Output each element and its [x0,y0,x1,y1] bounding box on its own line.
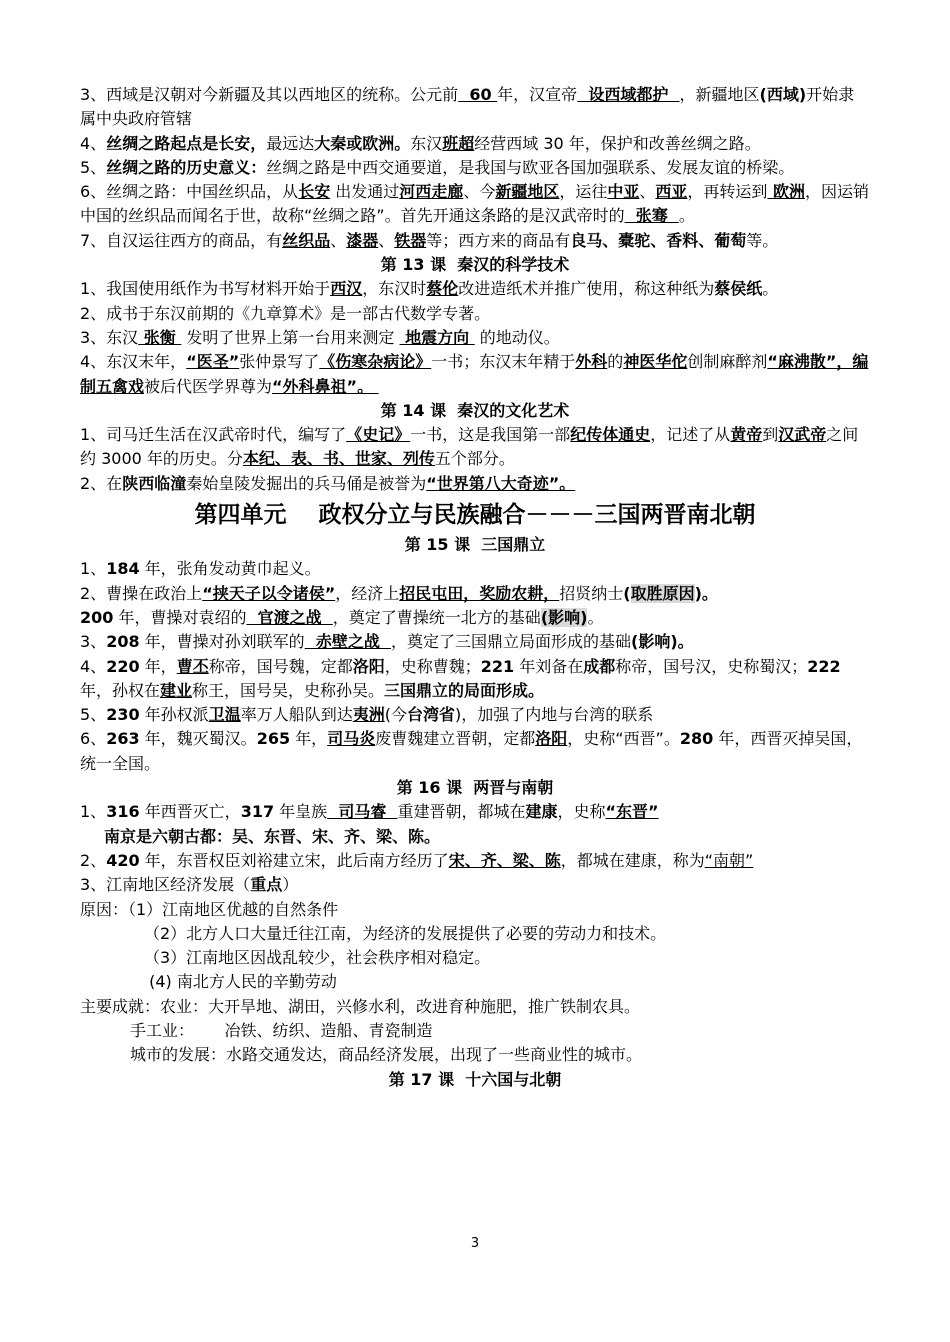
text-run: 改进造纸术并推广使用，称这种纸为 [458,279,715,299]
text-line [80,946,870,970]
text-run: 出发通过 [330,182,400,202]
text-line [80,582,870,606]
text-run: 317 [240,802,275,822]
text-run: 黄帝 [730,425,763,445]
lesson-heading [80,1068,870,1092]
text-run: ，史称“西晋”。 [567,729,680,749]
text-run: 张仲景写了 [239,352,320,372]
text-line [80,350,870,399]
text-run: 重建晋朝，都城在 [397,802,526,822]
text-run: 中亚 [607,182,640,202]
text-run: 1、 [80,802,107,822]
text-run: 年，曹操对孙刘联军的 [139,632,305,652]
text-run: 年， [290,729,328,749]
text-run: ，都城在建康，称为 [560,850,705,870]
text-run: 率万人船队到达 [240,705,353,725]
text-line [80,873,870,897]
text-line [80,423,870,472]
text-run: 最远达 [266,133,315,153]
text-run: 年，张角发动黄巾起义。 [139,559,321,579]
text-run: 纪传体通史 [570,425,651,445]
text-run: 成都 [583,656,616,676]
text-line [80,898,870,922]
text-run: (4) 南北方人民的辛勤劳动 [144,972,337,992]
text-line [80,180,870,229]
text-run: 蔡侯纸 [714,279,763,299]
text-run: 2、成书于东汉前期的《九章算术》是一部古代数学专著。 [80,303,491,323]
text-run: ，因运销中国的丝织品而闻名于世，故称“丝绸之路”。首先开通这条路的是汉武帝时的 [80,182,870,226]
page-number: 3 [470,1236,480,1251]
text-run: ，奠定了三国鼎立局面形成的基础 [390,632,631,652]
text-run: 184 [106,559,140,579]
document-page [80,83,870,1092]
text-run: 3、西域是汉朝对今新疆及其以西地区的统称。公元前 [80,85,459,104]
text-run: 招贤纳士 [559,583,624,603]
text-run: 222 [807,656,841,676]
text-run: “外科鼻祖”。 [272,376,379,396]
text-run: ，记述了从 [650,425,731,445]
text-run: 南京是六朝古都：吴、东晋、宋、齐、梁、陈。 [104,826,441,846]
text-run: ，东汉时 [362,279,427,299]
text-run: 本纪、表、书、世家、列传 [242,449,435,469]
text-run: 张衡 [138,327,182,347]
text-run: 3、江南地区经济发展（ [80,875,251,895]
text-run: ，史称曹魏； [384,656,481,676]
text-run: 208 [106,632,140,652]
text-line [80,800,870,824]
text-run: 主要成就：农业：大开旱地、湖田，兴修水利，改进育种施肥，推广铁制农具。 [80,996,641,1016]
text-run: 大秦或欧洲。 [314,133,411,153]
text-run: 卫温 [208,705,241,725]
text-run: 1、司马迁生活在汉武帝时代，编写了 [80,425,347,445]
text-run: )。 [694,583,718,603]
text-run: 三国鼎立的局面形成。 [384,680,545,700]
unit-heading [80,498,870,532]
text-run: 1、我国使用纸作为书写材料开始于 [80,279,331,299]
text-run: 年，东晋权臣刘裕建立宋，此后南方经历了 [139,850,449,870]
text-run: 之间约 3000 年的历史。分 [80,425,859,469]
text-run: 称帝，国号魏，定都 [208,656,353,676]
text-run: 城市的发展：水路交通发达，商品经济发展，出现了一些商业性的城市。 [130,1045,643,1065]
text-run: 年， [139,656,177,676]
text-run: 316 [106,802,140,822]
text-line [80,825,870,849]
text-run: 原因：（1）江南地区优越的自然条件 [80,899,339,919]
text-run: 西亚 [655,182,688,202]
text-run: 蔡伦 [426,279,459,299]
text-run: 。 [678,206,695,226]
text-run: 建业 [160,680,193,700]
text-run: 张骞 [624,206,679,226]
text-run: 夷洲 [352,705,385,725]
lesson-heading [80,533,870,557]
text-run: 4、 [80,656,107,676]
text-run: 取胜原因 [630,583,695,603]
text-line [80,1019,870,1043]
text-line [80,302,870,326]
text-run: (今 [384,705,407,725]
text-run: 赤壁之战 [304,632,391,652]
text-run: （2）北方人口大量迁往江南，为经济的发展提供了必要的劳动力和技术。 [144,923,667,943]
text-line [80,326,870,350]
lesson-heading [80,399,870,423]
text-run: 司马睿 [327,802,398,822]
text-run: 第 13 课 秦汉的科学技术 [380,255,570,275]
text-run: 设西域都护 [577,85,680,104]
text-line [80,630,870,654]
text-run: 班超 [442,133,475,153]
text-run: 年，汉宣帝 [497,85,578,104]
text-line [80,922,870,946]
text-run: “南朝” [704,850,754,870]
text-line [80,849,870,873]
text-run: 丝织品 [282,230,331,250]
text-run: 神医华佗 [623,352,688,372]
text-line [80,557,870,581]
text-run: 年皇族 [274,802,328,822]
text-run: 230 [106,705,140,725]
text-line [80,277,870,301]
text-run: 5、 [80,157,107,177]
text-line [80,703,870,727]
text-run: 建康 [525,802,558,822]
text-run: 263 [106,729,140,749]
text-run: 第 14 课 秦汉的文化艺术 [380,400,570,420]
text-run: 6、 [80,729,107,749]
text-run: 的 [607,352,624,372]
text-run: 一书；东汉末年精于 [431,352,576,372]
text-run: 洛阳 [352,656,385,676]
text-line [80,229,870,253]
text-run: ，史称 [557,802,606,822]
lesson-heading [80,776,870,800]
text-run: 招民屯田，奖励农耕， [399,583,560,603]
text-line [80,472,870,496]
text-run: 官渡之战 [246,607,333,627]
text-run: “医圣” [186,352,240,372]
text-run: 第四单元 政权分立与民族融合－－－三国两晋南北朝 [194,502,756,529]
text-run: 一书，这是我国第一部 [410,425,571,445]
text-run: 长安 [298,182,331,202]
text-run: 7、自汉运往西方的商品，有 [80,230,283,250]
text-run: 等。 [746,230,779,250]
text-run: 3、 [80,632,107,652]
text-run: (影响) [540,607,588,627]
text-run: 420 [106,850,140,870]
text-run: 年西晋灭亡， [139,802,241,822]
text-run: 地震方向 [399,327,475,347]
text-run: 、今 [463,182,496,202]
text-run: 200 [80,607,114,627]
text-run: 发明了世界上第一台用来测定 [181,327,400,347]
text-line [80,606,870,630]
text-run: 年，曹操对袁绍的 [113,607,247,627]
text-run: 丝绸之路起点是长安， [106,133,267,153]
text-run: ，新疆地区 [679,85,760,104]
text-run: 称王，国号吴，史称孙吴。 [192,680,385,700]
lesson-heading [80,253,870,277]
text-run: 丝绸之路是中西交通要道，是我国与欧亚各国加强联系、发展友谊的桥梁。 [266,157,795,177]
text-run: （3）江南地区因战乱较少，社会秩序相对稳定。 [144,948,491,968]
text-run: 司马炎 [327,729,376,749]
text-run: (影响)。 [631,632,694,652]
text-run: 60 [458,85,498,104]
text-run: 欧洲 [767,182,805,202]
text-run: 到 [762,425,779,445]
text-line [80,727,870,776]
text-run: 废曹魏建立晋朝，定都 [375,729,536,749]
text-run: 开始隶属中央政府管辖 [80,85,855,129]
text-run: 手工业： 冶铁、纺织、造船、青瓷制造 [130,1020,433,1040]
text-run: 、 [639,182,656,202]
text-run: 年孙权派 [139,705,209,725]
text-run: 五个部分。 [434,449,515,469]
text-run: “挟天子以令诸侯” [202,583,336,603]
text-run: ，运往 [559,182,608,202]
text-run: 2、在 [80,473,123,493]
text-run: 宋、齐、梁、陈 [448,850,561,870]
text-run: 第 17 课 十六国与北朝 [388,1069,562,1089]
text-run: 221 [480,656,515,676]
text-run: 被后代医学界尊为 [144,376,273,396]
text-run: ，经济上 [335,583,400,603]
text-run: “麻沸散”，编制五禽戏 [80,352,869,396]
text-run: 3、东汉 [80,327,139,347]
text-run: 等；西方来的商品有 [426,230,571,250]
text-run: 《伤寒杂病论》 [319,352,432,372]
text-run: 第 15 课 三国鼎立 [404,535,546,555]
text-run: 第 16 课 两晋与南朝 [396,778,554,798]
text-run: 年，西晋灭掉吴国，统一全国。 [80,729,863,773]
text-run: 280 [679,729,714,749]
text-run: 外科 [575,352,608,372]
text-run: 铁器 [394,230,427,250]
text-run: 年，魏灭蜀汉。 [139,729,257,749]
text-line [80,995,870,1019]
text-run: 、 [330,230,347,250]
text-line [80,655,870,704]
text-run: 5、 [80,705,107,725]
text-run: 年，孙权在 [80,656,846,700]
text-line [80,1043,870,1067]
text-run: ，奠定了曹操统一北方的基础 [332,607,541,627]
text-line [80,156,870,180]
text-run: 经营西域 30 年，保护和改善丝绸之路。 [474,133,761,153]
text-run: 东汉 [410,133,443,153]
text-run: (西域) [759,85,807,104]
text-run: 秦始皇陵发掘出的兵马俑是被誉为 [186,473,427,493]
text-run: 台湾省 [406,705,455,725]
text-run: 创制麻醉剂 [687,352,768,372]
text-run: 265 [256,729,291,749]
text-run: 重点 [250,875,283,895]
text-run: 220 [106,656,140,676]
text-run: 、 [378,230,395,250]
text-run: ） [282,875,299,895]
text-run: 2、 [80,850,107,870]
text-run: 西汉 [330,279,363,299]
text-run: 1、 [80,559,107,579]
text-run: 4、东汉末年， [80,352,187,372]
text-run: 《史记》 [346,425,411,445]
text-run: 洛阳 [535,729,568,749]
text-run: 4、 [80,133,107,153]
text-line [80,83,870,132]
text-run: 新疆地区 [495,182,560,202]
text-run: 河西走廊 [399,182,464,202]
text-run: ( [623,583,631,603]
text-run: 的地动仪。 [474,327,560,347]
text-run: 称帝，国号汉，史称蜀汉； [615,656,808,676]
text-run: 年刘备在 [514,656,584,676]
text-run: “东晋” [605,802,659,822]
text-run: 6、丝绸之路：中国丝织品，从 [80,182,299,202]
text-line [80,970,870,994]
text-run: 丝绸之路的历史意义： [106,157,267,177]
text-run: 良马、橐驼、香料、葡萄 [570,230,747,250]
text-run: 曹丕 [176,656,209,676]
text-run: 。 [762,279,779,299]
text-run: ，再转运到 [687,182,768,202]
text-run: 。 [587,607,604,627]
text-run: 汉武帝 [778,425,827,445]
text-run: 陕西临潼 [122,473,187,493]
text-run: )，加强了内地与台湾的联系 [455,705,654,725]
text-run: “世界第八大奇迹”。 [426,473,576,493]
text-run: 漆器 [346,230,379,250]
text-line [80,132,870,156]
text-run: 2、曹操在政治上 [80,583,203,603]
